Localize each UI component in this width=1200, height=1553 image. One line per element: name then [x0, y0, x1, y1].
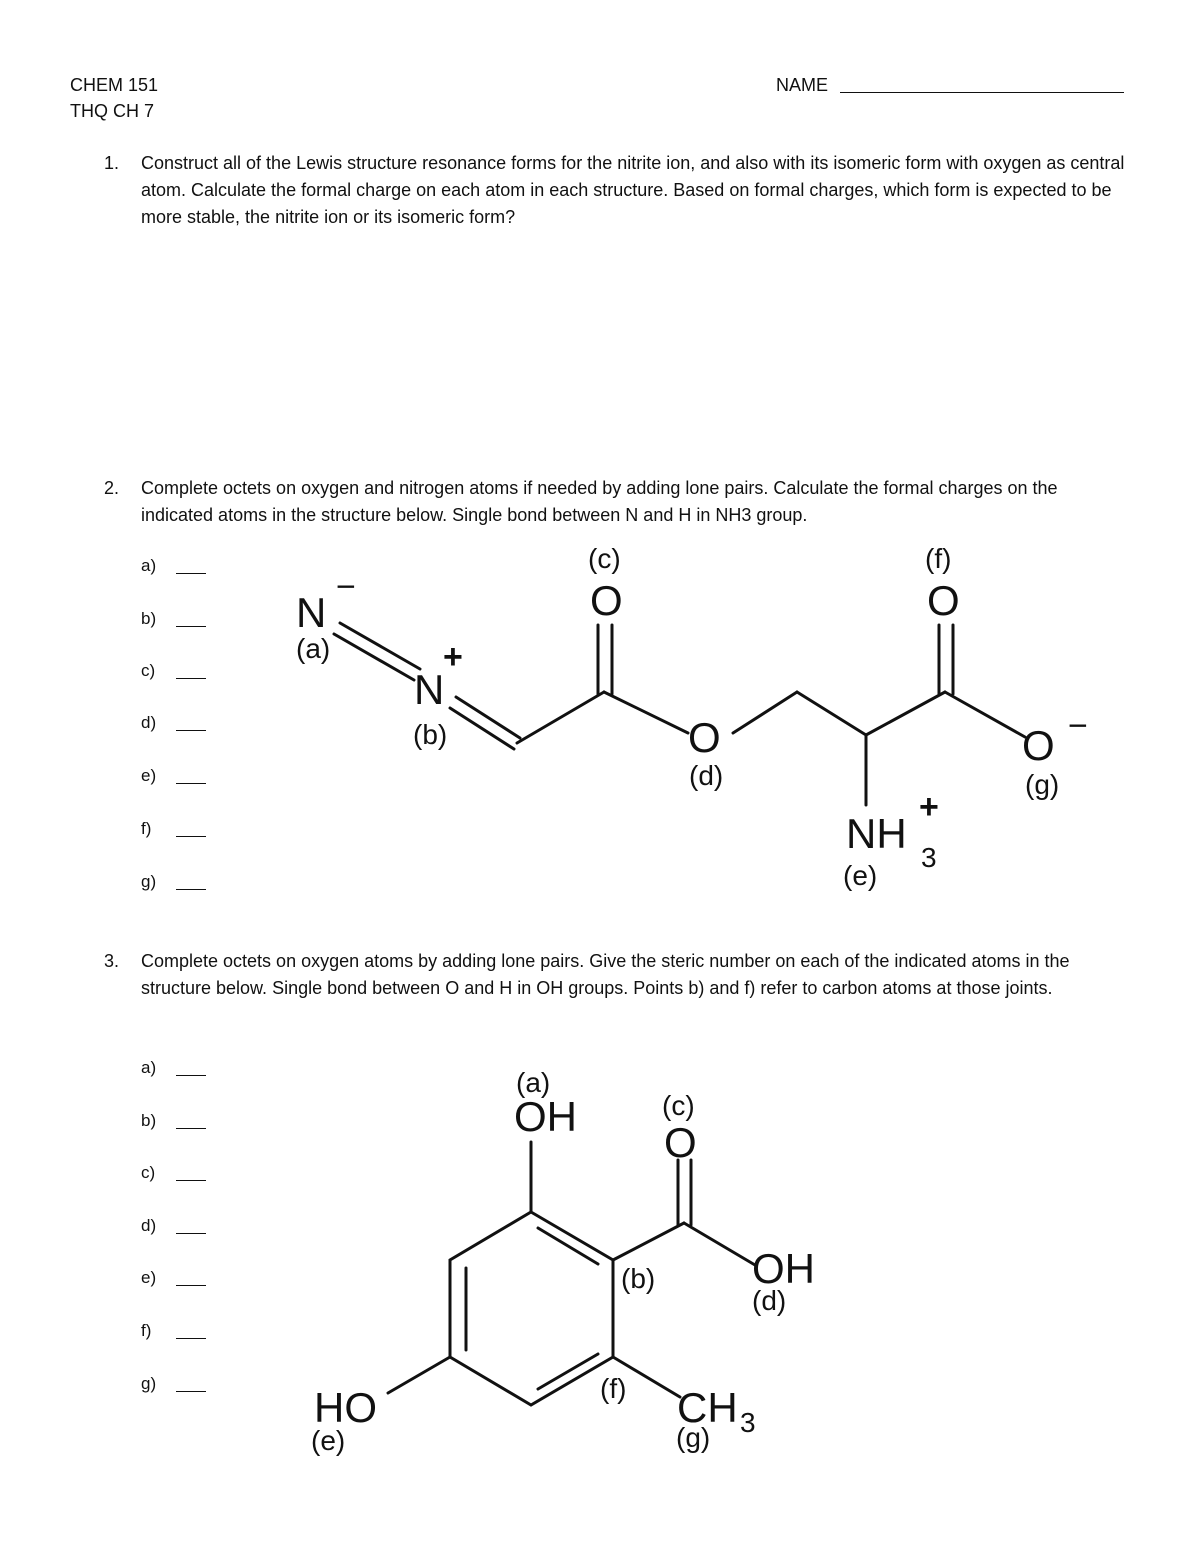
- subscript-3: 3: [921, 842, 937, 873]
- atom-hydroxyl-e: HO: [314, 1384, 377, 1431]
- label-b: (b): [413, 719, 448, 750]
- question-number: 1.: [104, 153, 120, 173]
- atom-oxygen-c: O: [590, 577, 623, 624]
- question-number: 3.: [104, 951, 120, 971]
- label-d: (d): [752, 1285, 787, 1316]
- subscript-3: 3: [740, 1407, 756, 1438]
- label-c: (c): [662, 1090, 695, 1121]
- answer-label: c): [141, 661, 156, 680]
- label-g: (g): [1025, 769, 1060, 800]
- name-label: NAME: [776, 75, 829, 95]
- atom-oxygen-g: O: [1022, 722, 1055, 769]
- atom-oxygen-f: O: [927, 577, 960, 624]
- question-text: Complete octets on oxygen atoms by adding lone pairs. Give the steric number on each of the indicated atoms in the structure below. Single bond between O and H in OH groups. Points b) and f) refer to carbon atoms at those joints.: [141, 951, 1070, 998]
- question-number: 2.: [104, 478, 120, 498]
- answer-label: d): [141, 1216, 157, 1235]
- bond-line: [684, 1223, 755, 1265]
- atom-methyl: CH: [677, 1384, 738, 1431]
- question-text: Construct all of the Lewis structure resonance forms for the nitrite ion, and also with its isomeric form with oxygen as central atom. Calculate the formal charge on each atom in each structure. Based on formal charges, which form is expected to be more stable, the nitrite ion or its isomeric form?: [141, 153, 1125, 227]
- answer-label: g): [141, 872, 157, 891]
- bond-line: [388, 1357, 450, 1393]
- label-b: (b): [621, 1263, 656, 1294]
- charge-minus: −: [336, 568, 356, 606]
- atom-nitrogen-b: N: [414, 666, 445, 713]
- answer-label: f): [141, 819, 152, 838]
- label-f: (f): [925, 543, 952, 574]
- answer-label: b): [141, 609, 157, 628]
- atom-oxygen-d: O: [688, 714, 721, 761]
- answer-label: c): [141, 1163, 156, 1182]
- label-a: (a): [516, 1067, 551, 1098]
- label-e: (e): [843, 860, 878, 891]
- atom-nh3: NH: [846, 810, 907, 857]
- atom-oxygen-c: O: [664, 1119, 697, 1166]
- answer-label: e): [141, 766, 157, 785]
- assignment-title: THQ CH 7: [70, 101, 155, 121]
- answer-label: a): [141, 556, 157, 575]
- benzene-ring: [450, 1212, 613, 1405]
- answer-label: d): [141, 713, 157, 732]
- bond-line: [613, 1223, 684, 1260]
- label-f: (f): [600, 1373, 627, 1404]
- label-d: (d): [689, 760, 724, 791]
- answer-label: a): [141, 1058, 157, 1077]
- answer-label: g): [141, 1374, 157, 1393]
- label-a: (a): [296, 633, 331, 664]
- answer-label: b): [141, 1111, 157, 1130]
- charge-plus: +: [919, 788, 939, 826]
- answer-label: e): [141, 1268, 157, 1287]
- charge-plus: +: [443, 638, 463, 676]
- charge-minus: −: [1068, 707, 1088, 745]
- label-g: (g): [676, 1422, 711, 1453]
- answer-label: f): [141, 1321, 152, 1340]
- atom-hydroxyl-d: OH: [752, 1245, 815, 1292]
- label-c: (c): [588, 543, 621, 574]
- atom-nitrogen-a: N: [296, 589, 327, 636]
- label-e: (e): [311, 1425, 346, 1456]
- course-title: CHEM 151: [70, 75, 159, 95]
- question-text: Complete octets on oxygen and nitrogen atoms if needed by adding lone pairs. Calculate the formal charges on the indicated atoms in the structure below. Single bond between N and H in NH3 group.: [141, 478, 1058, 525]
- atom-hydroxyl-a: OH: [514, 1093, 577, 1140]
- bonds: [388, 1142, 755, 1405]
